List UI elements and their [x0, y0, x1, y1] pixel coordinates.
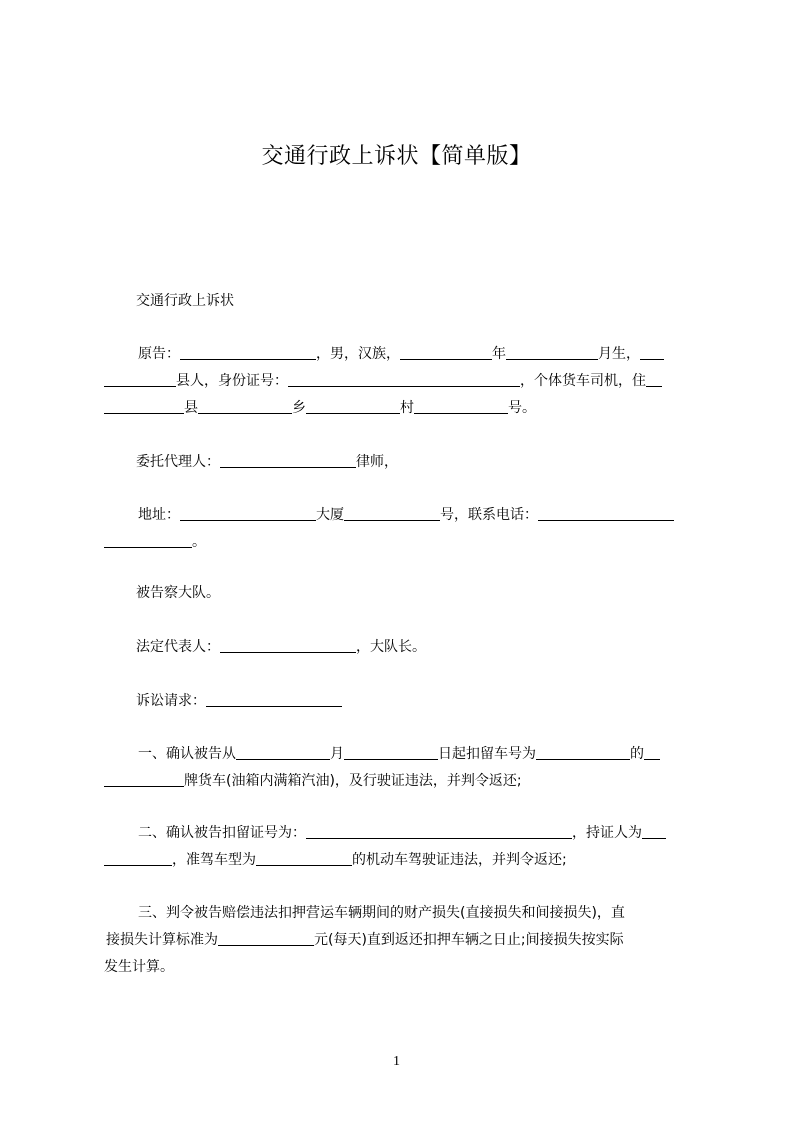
plaintiff-driver-text: ，个体货车司机，住 [520, 373, 646, 389]
claim-item-2-line-1 [104, 820, 700, 847]
plaintiff-line-3 [104, 395, 700, 422]
claim-2-start: 二、确认被告扣留证号为： [138, 825, 306, 841]
plaintiff-county-text: 县 [184, 400, 198, 416]
claim-item-3-line-3: 发生计算。 [104, 959, 174, 975]
claim-2-rest: 的机动车驾驶证违法，并判令返还; [352, 852, 567, 868]
address-line-1 [104, 502, 700, 529]
claim-item-1-line-2 [104, 768, 700, 795]
plaintiff-township-text: 乡 [292, 400, 306, 416]
plaintiff-village-blank [306, 397, 400, 414]
plaintiff-month-text: 月生， [598, 346, 640, 362]
address-line-2 [104, 529, 700, 556]
plaintiff-addr-blank-a [646, 370, 662, 387]
heading-text: 交通行政上诉状 [136, 293, 234, 309]
page-number: 1 [393, 1054, 400, 1069]
claim-1-month-text: 月 [330, 746, 344, 762]
claim-1-start: 一、确认被告从 [138, 746, 236, 762]
plaintiff-origin-blank-a [640, 343, 664, 360]
claim-1-brand-blank-b [104, 770, 184, 787]
claim-2-type-text: ，准驾车型为 [172, 852, 256, 868]
agent-paragraph [104, 449, 732, 476]
legal-rep-name-blank [220, 636, 356, 653]
claim-2-license-blank [306, 822, 572, 839]
claim-1-of-text: 的 [630, 746, 644, 762]
address-number-phone-text: 号，联系电话： [440, 507, 538, 523]
plaintiff-paragraph [104, 341, 700, 422]
plaintiff-number-text: 号。 [508, 400, 536, 416]
claim-2-holder-blank-b [104, 849, 172, 866]
claim-1-plate-blank [536, 743, 630, 760]
plaintiff-label: 原告： [138, 346, 180, 362]
agent-label: 委托代理人： [136, 454, 220, 470]
claim-item-2-line-2 [104, 847, 700, 874]
defendant-text: 被告察大队。 [136, 585, 220, 601]
claim-item-3-line-2 [104, 927, 700, 954]
claim-item-3 [104, 900, 700, 981]
claims-label: 诉讼请求： [136, 693, 206, 709]
legal-rep-captain-text: ，大队长。 [356, 639, 426, 655]
claim-3-line-2-start: 接损失计算标准为 [106, 932, 218, 948]
address-building-text: 大厦 [316, 507, 344, 523]
claim-2-holder-blank-a [642, 822, 666, 839]
address-end-text: 。 [192, 534, 206, 550]
plaintiff-township-blank [198, 397, 292, 414]
plaintiff-id-blank [288, 370, 520, 387]
claim-item-2 [104, 820, 700, 874]
agent-lawyer-text: 律师， [356, 454, 398, 470]
claim-2-type-blank [256, 849, 352, 866]
claim-1-month-blank [236, 743, 330, 760]
plaintiff-year-text: 年 [492, 346, 506, 362]
defendant-paragraph [104, 580, 732, 607]
claim-3-amount-blank [218, 929, 314, 946]
plaintiff-male-text: ，男，汉族， [316, 346, 400, 362]
heading-paragraph [104, 288, 732, 315]
address-building-blank [344, 504, 440, 521]
plaintiff-number-blank [414, 397, 508, 414]
address-street-blank [180, 504, 316, 521]
document-title: 交通行政上诉状【简单版】 [261, 144, 532, 169]
agent-name-blank [220, 451, 356, 468]
claim-1-brand-blank-a [644, 743, 660, 760]
plaintiff-month-blank [506, 343, 598, 360]
plaintiff-name-blank [180, 343, 316, 360]
claim-item-3-line-1: 三、判令被告赔偿违法扣押营运车辆期间的财产损失(直接损失和间接损失)，直 [138, 905, 625, 921]
legal-rep-paragraph [104, 634, 732, 661]
plaintiff-line-1 [104, 341, 700, 368]
plaintiff-year-blank [400, 343, 492, 360]
address-phone-blank-a [538, 504, 674, 521]
claims-blank [206, 690, 342, 707]
plaintiff-county-blank [104, 397, 184, 414]
claim-3-line-2-rest: 元(每天)直到返还扣押车辆之日止;间接损失按实际 [314, 932, 624, 948]
claim-1-rest: 牌货车(油箱内满箱汽油)，及行驶证违法，并判令返还; [184, 773, 522, 789]
address-label: 地址： [138, 507, 180, 523]
plaintiff-county-person-text: 县人，身份证号： [176, 373, 288, 389]
claim-item-1 [104, 741, 700, 795]
address-phone-blank-b [104, 531, 192, 548]
plaintiff-origin-blank-b [104, 370, 176, 387]
claim-1-day-text: 日起扣留车号为 [438, 746, 536, 762]
address-paragraph [104, 502, 700, 556]
plaintiff-village-text: 村 [400, 400, 414, 416]
legal-rep-label: 法定代表人： [136, 639, 220, 655]
claims-label-paragraph [104, 688, 732, 715]
plaintiff-line-2 [104, 368, 700, 395]
claim-item-1-line-1 [104, 741, 700, 768]
claim-2-holder-text: ，持证人为 [572, 825, 642, 841]
claim-1-day-blank [344, 743, 438, 760]
